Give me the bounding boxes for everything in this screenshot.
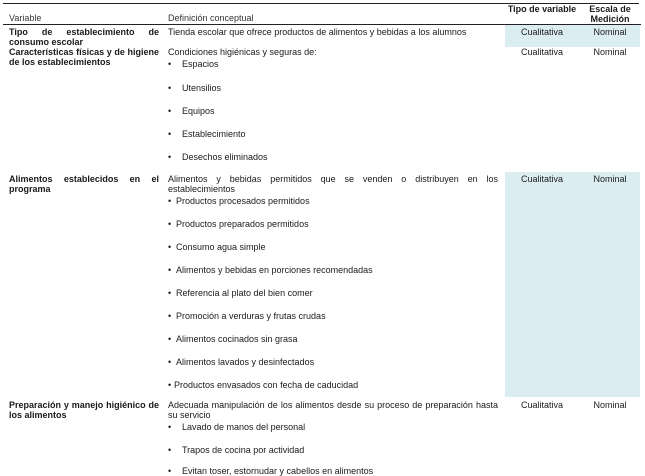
row3-variable: Alimentos establecidos en el programa [9, 174, 159, 194]
row4-variable: Preparación y manejo higiénico de los alimentos [9, 400, 159, 420]
row1-tipo: Cualitativa [520, 27, 564, 37]
bullet-icon: • [168, 152, 172, 162]
bullet-icon: • [168, 422, 172, 432]
list-item: • Equipos [168, 106, 215, 116]
list-item: • Evitan toser, estornudar y cabellos en alimentos [168, 466, 374, 476]
list-item: • Desechos eliminados [168, 152, 268, 162]
list-item: • Productos envasados con fecha de caducidad [168, 380, 359, 390]
bullet-icon: • [168, 357, 172, 367]
list-item: • Productos procesados permitidos [168, 196, 310, 206]
list-item: • Establecimiento [168, 129, 246, 139]
bullet-icon: • [168, 129, 172, 139]
bullet-icon: • [168, 288, 172, 298]
bullet-icon: • [168, 466, 172, 476]
list-item: • Referencia al plato del bien comer [168, 288, 313, 298]
header-tipo: Tipo de variable [507, 4, 577, 14]
bullet-icon: • [168, 242, 172, 252]
bullet-icon: • [168, 380, 172, 390]
row3-tipo: Cualitativa [520, 174, 564, 184]
row2-escala: Nominal [593, 47, 627, 57]
list-item: • Alimentos lavados y desinfectados [168, 357, 315, 367]
list-item: • Productos preparados permitidos [168, 219, 309, 229]
row2-definicion: Condiciones higiénicas y seguras de: [168, 47, 317, 57]
row3-definicion: Alimentos y bebidas permitidos que se venden o distribuyen en los establecimientos [168, 174, 498, 194]
list-item: • Alimentos cocinados sin grasa [168, 334, 298, 344]
row4-definicion: Adecuada manipulación de los alimentos desde su proceso de preparación hasta su servicio [168, 400, 498, 420]
list-item: • Alimentos y bebidas en porciones recomendadas [168, 265, 373, 275]
bullet-icon: • [168, 219, 172, 229]
bullet-icon: • [168, 311, 172, 321]
row4-tipo: Cualitativa [520, 400, 564, 410]
row4-escala: Nominal [593, 400, 627, 410]
row2-variable: Características físicas y de higiene de los establecimientos [9, 47, 159, 67]
row3-shade [505, 172, 640, 397]
row2-tipo: Cualitativa [520, 47, 564, 57]
list-item: • Utensilios [168, 83, 222, 93]
bullet-icon: • [168, 106, 172, 116]
bullet-icon: • [168, 59, 172, 69]
header-definicion: Definición conceptual [168, 13, 254, 23]
row3-escala: Nominal [593, 174, 627, 184]
row1-definicion: Tienda escolar que ofrece productos de alimentos y bebidas a los alumnos [168, 27, 467, 37]
bullet-icon: • [168, 265, 172, 275]
list-item: • Consumo agua simple [168, 242, 266, 252]
bullet-icon: • [168, 445, 172, 455]
list-item: • Lavado de manos del personal [168, 422, 306, 432]
bullet-icon: • [168, 334, 172, 344]
row1-escala: Nominal [593, 27, 627, 37]
bullet-icon: • [168, 83, 172, 93]
bullet-icon: • [168, 196, 172, 206]
header-escala: Escala de Medición [589, 4, 631, 24]
list-item: • Promoción a verduras y frutas crudas [168, 311, 326, 321]
list-item: • Trapos de cocina por actividad [168, 445, 305, 455]
header-variable: Variable [9, 13, 42, 23]
row1-variable: Tipo de establecimiento de consumo escolar [9, 27, 159, 47]
list-item: • Espacios [168, 59, 219, 69]
